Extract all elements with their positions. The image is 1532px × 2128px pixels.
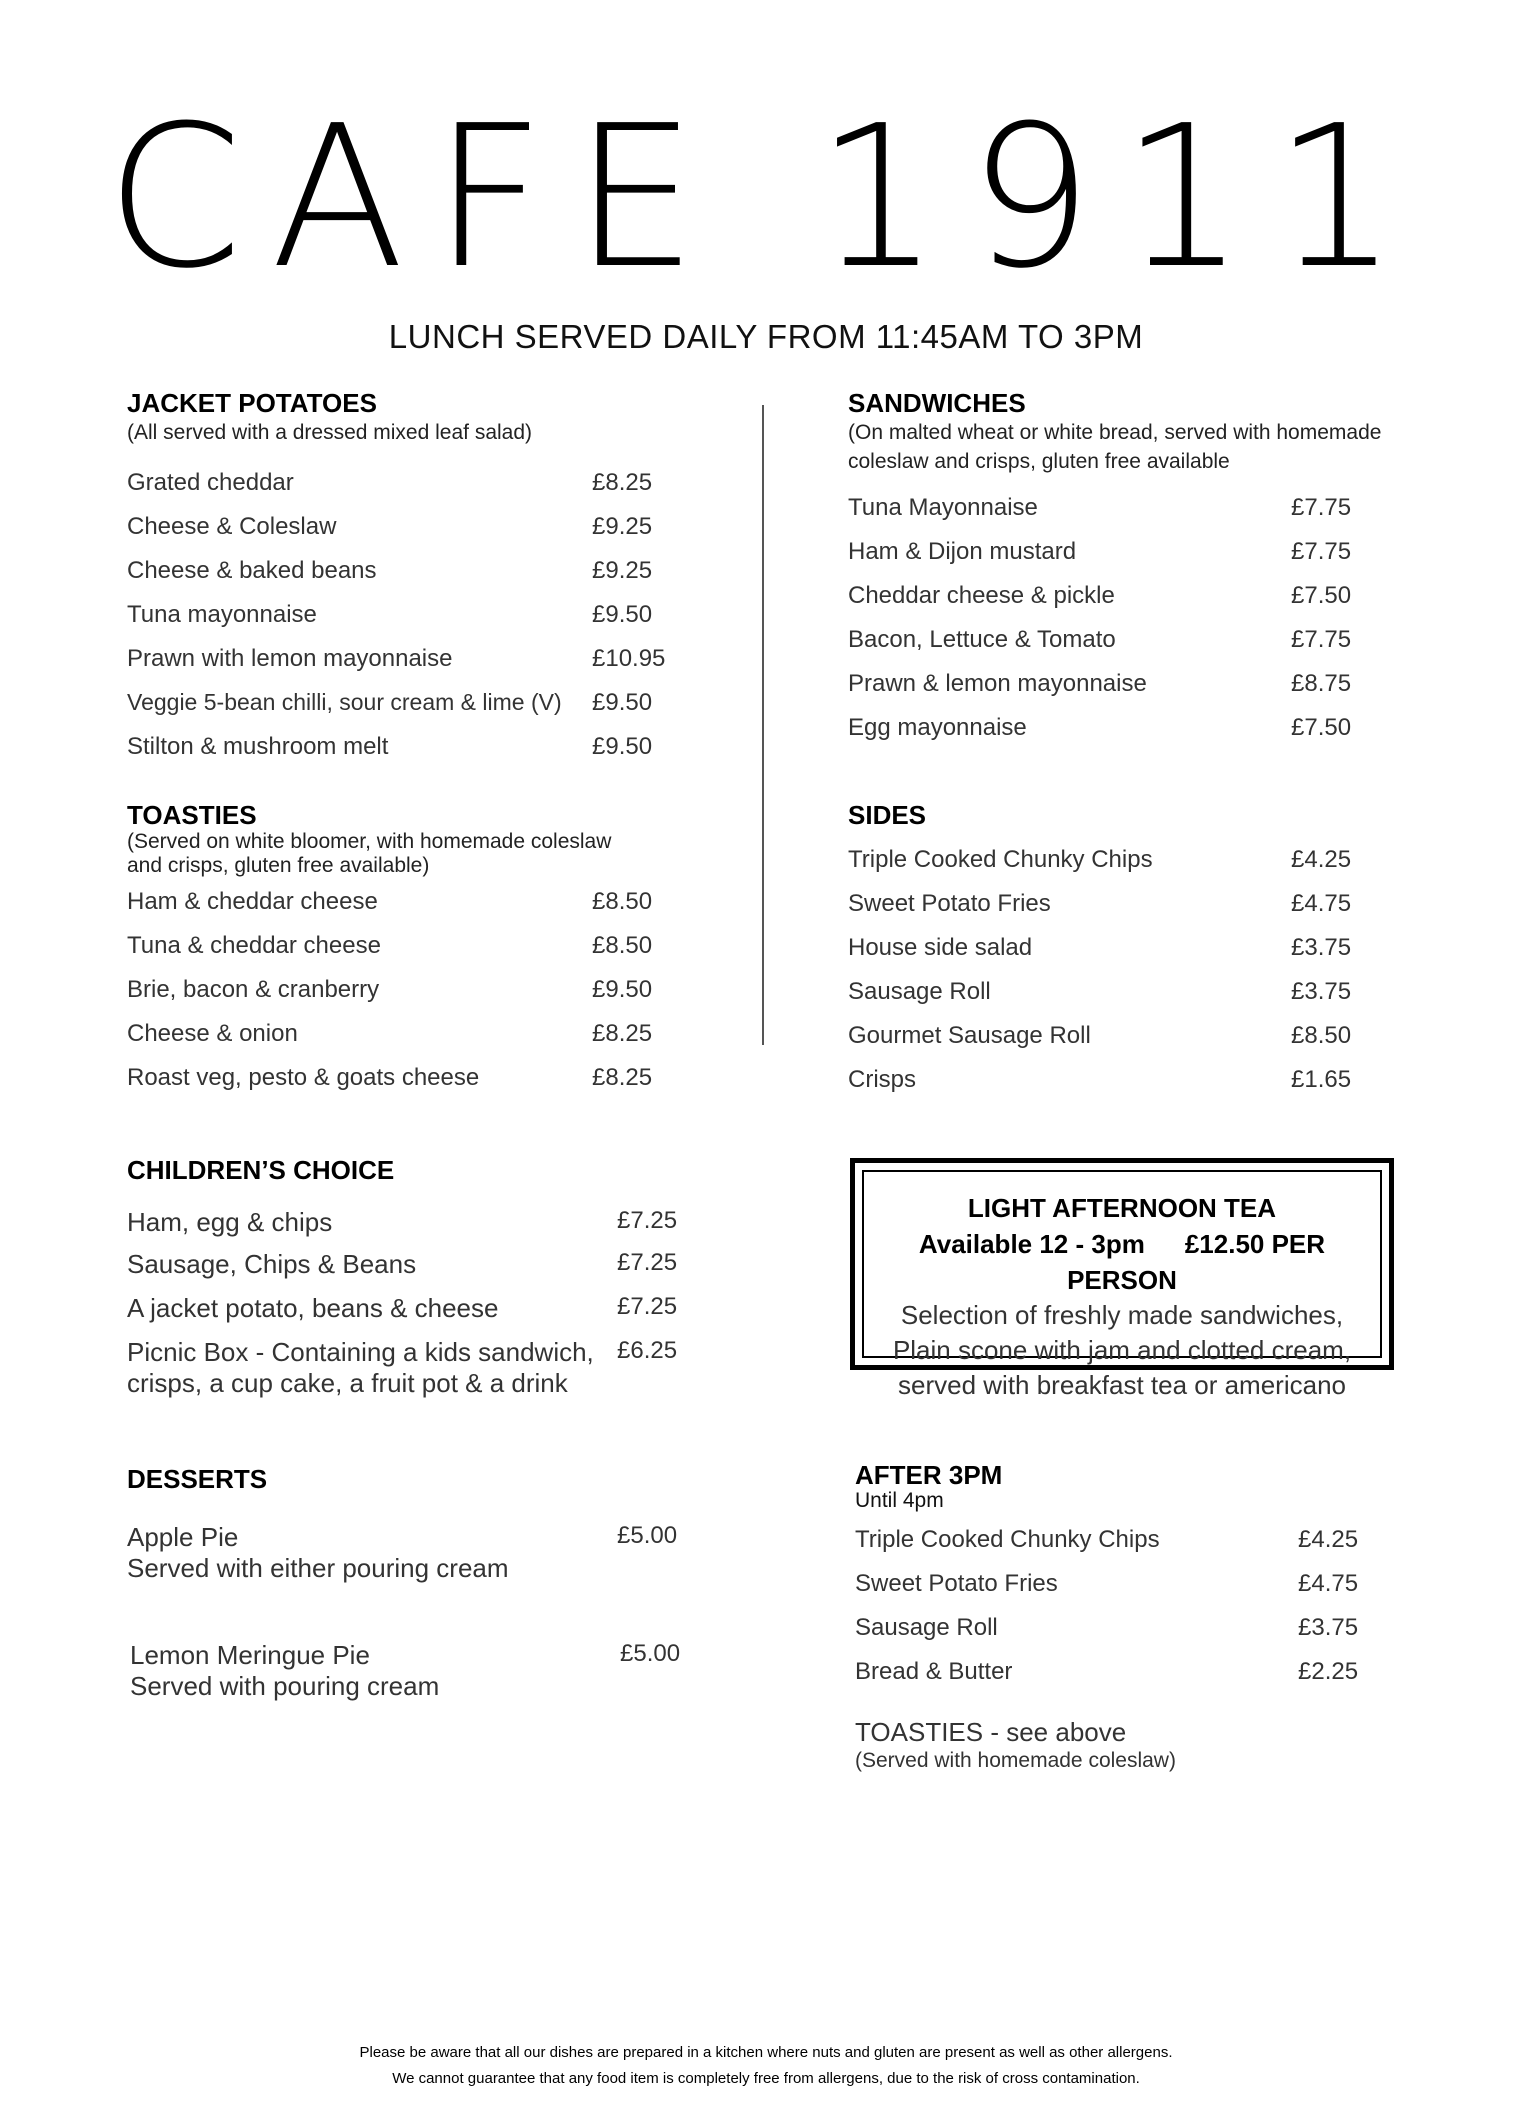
item-name: Roast veg, pesto & goats cheese — [127, 1064, 480, 1091]
menu-item — [855, 1658, 1475, 1702]
section-note: coleslaw and crisps, gluten free available — [848, 450, 1230, 473]
item-name: Stilton & mushroom melt — [127, 733, 389, 760]
afternoon-tea-availability-row — [864, 1226, 1380, 1298]
afternoon-tea-line: Plain scone with jam and clotted cream, — [892, 1335, 1352, 1365]
item-price: £3.75 — [1291, 978, 1352, 1005]
cafe-title: CAFE 1911 — [105, 84, 1427, 312]
menu-item — [127, 1249, 747, 1293]
item-price: £9.50 — [592, 733, 653, 760]
item-name: Bread & Butter — [855, 1658, 1013, 1685]
toasties-section — [127, 800, 747, 1108]
menu-item — [127, 1293, 747, 1337]
item-price: £7.75 — [1291, 494, 1352, 521]
section-note: (All served with a dressed mixed leaf salad) — [127, 421, 533, 444]
item-name: Bacon, Lettuce & Tomato — [848, 626, 1116, 653]
item-price: £7.25 — [617, 1249, 678, 1276]
item-price: £1.65 — [1291, 1066, 1352, 1093]
section-note: and crisps, gluten free available) — [127, 854, 430, 877]
item-price: £8.50 — [1291, 1022, 1352, 1049]
toasties-after-3pm: TOASTIES - see above — [855, 1717, 1127, 1747]
after-3pm-section — [855, 1460, 1475, 1774]
item-price: £7.75 — [1291, 538, 1352, 565]
menu-item — [127, 513, 747, 557]
column-divider — [762, 405, 764, 1045]
menu-item — [127, 1207, 747, 1249]
item-name: Prawn with lemon mayonnaise — [127, 645, 453, 672]
menu-item — [848, 846, 1468, 890]
toasties-after-3pm-note: (Served with homemade coleslaw) — [855, 1749, 1176, 1772]
dessert-item — [127, 1522, 747, 1640]
jacket-potatoes-section — [127, 388, 747, 777]
item-name: House side salad — [848, 934, 1033, 961]
item-name: Veggie 5-bean chilli, sour cream & lime (V) — [127, 689, 562, 715]
item-name: Gourmet Sausage Roll — [848, 1022, 1091, 1049]
menu-item — [848, 1066, 1468, 1110]
item-name: Tuna Mayonnaise — [848, 494, 1038, 521]
item-price: £9.50 — [592, 689, 653, 716]
allergen-footer — [0, 2040, 1532, 2092]
sandwiches-section — [848, 388, 1468, 758]
menu-item — [855, 1570, 1475, 1614]
menu-item — [127, 601, 747, 645]
item-description: Served with pouring cream — [130, 1671, 440, 1701]
item-price: £7.25 — [617, 1293, 678, 1320]
item-price: £2.25 — [1298, 1658, 1359, 1685]
menu-item — [127, 932, 747, 976]
menu-item — [855, 1526, 1475, 1570]
menu-item — [848, 494, 1468, 538]
afternoon-tea-availability: Available 12 - 3pm — [918, 1229, 1145, 1259]
section-title: AFTER 3PM — [855, 1460, 1003, 1490]
item-price: £8.25 — [592, 1064, 653, 1091]
menu-item — [127, 1064, 747, 1108]
childrens-choice-section — [127, 1155, 747, 1403]
item-name: Apple Pie — [127, 1522, 239, 1552]
item-name: Sweet Potato Fries — [855, 1570, 1058, 1597]
item-name: Tuna & cheddar cheese — [127, 932, 381, 959]
afternoon-tea-title: LIGHT AFTERNOON TEA — [967, 1193, 1277, 1223]
item-name: Ham & cheddar cheese — [127, 888, 378, 915]
menu-item — [127, 1020, 747, 1064]
desserts-section — [127, 1464, 747, 1710]
item-name: Cheese & baked beans — [127, 557, 377, 584]
menu-item — [848, 714, 1468, 758]
item-price: £7.25 — [617, 1207, 678, 1234]
allergen-notice-line: We cannot guarantee that any food item is completely free from allergens, due to the risk of cross contamination. — [392, 2070, 1140, 2087]
item-name: Sausage Roll — [848, 978, 991, 1005]
item-name: Lemon Meringue Pie — [130, 1640, 370, 1670]
sides-section — [848, 800, 1468, 1110]
menu-item — [848, 582, 1468, 626]
section-title: CHILDREN’S CHOICE — [127, 1155, 395, 1185]
menu-item — [127, 689, 747, 733]
menu-item — [127, 733, 747, 777]
section-note: Until 4pm — [855, 1489, 944, 1512]
menu-item — [127, 888, 747, 932]
afternoon-tea-line: Selection of freshly made sandwiches, — [900, 1300, 1344, 1330]
item-price: £7.50 — [1291, 582, 1352, 609]
item-name: Cheese & Coleslaw — [127, 513, 337, 540]
menu-item — [127, 1337, 747, 1403]
menu-item — [127, 469, 747, 513]
menu-item — [848, 670, 1468, 714]
item-name: Picnic Box - Containing a kids sandwich, — [127, 1337, 594, 1367]
item-price: £4.75 — [1291, 890, 1352, 917]
item-price: £4.25 — [1291, 846, 1352, 873]
section-title: DESSERTS — [127, 1464, 268, 1494]
item-name: Cheddar cheese & pickle — [848, 582, 1115, 609]
item-name: Prawn & lemon mayonnaise — [848, 670, 1147, 697]
item-price: £9.25 — [592, 557, 653, 584]
item-name: Crisps — [848, 1066, 917, 1093]
menu-item — [848, 626, 1468, 670]
item-price: £9.50 — [592, 601, 653, 628]
item-name: Sausage, Chips & Beans — [127, 1249, 417, 1279]
menu-item — [127, 557, 747, 601]
menu-item — [127, 976, 747, 1020]
menu-item — [848, 890, 1468, 934]
item-name: Ham, egg & chips — [127, 1207, 333, 1237]
dessert-item — [130, 1640, 750, 1710]
item-price: £8.50 — [592, 888, 653, 915]
item-name-continued: crisps, a cup cake, a fruit pot & a drink — [127, 1368, 568, 1398]
section-title: SIDES — [848, 800, 927, 830]
menu-item — [848, 934, 1468, 978]
item-name: Sweet Potato Fries — [848, 890, 1051, 917]
section-note: (Served on white bloomer, with homemade coleslaw — [127, 830, 612, 853]
item-name: Tuna mayonnaise — [127, 601, 317, 628]
item-price: £8.75 — [1291, 670, 1352, 697]
item-price: £8.25 — [592, 469, 653, 496]
item-price: £4.25 — [1298, 1526, 1359, 1553]
menu-item — [848, 1022, 1468, 1066]
menu-item — [127, 645, 747, 689]
afternoon-tea-line: served with breakfast tea or americano — [898, 1370, 1346, 1400]
section-title: TOASTIES — [127, 800, 257, 830]
item-price: £7.50 — [1291, 714, 1352, 741]
item-name: Triple Cooked Chunky Chips — [855, 1526, 1160, 1553]
section-title: SANDWICHES — [848, 388, 1026, 418]
section-note: (On malted wheat or white bread, served with homemade — [848, 421, 1382, 444]
lunch-hours-subtitle: LUNCH SERVED DAILY FROM 11:45AM TO 3PM — [388, 318, 1144, 355]
item-price: £3.75 — [1298, 1614, 1359, 1641]
item-price: £7.75 — [1291, 626, 1352, 653]
item-price: £4.75 — [1298, 1570, 1359, 1597]
item-price: £8.50 — [592, 932, 653, 959]
item-price: £6.25 — [617, 1337, 678, 1364]
item-price: £3.75 — [1291, 934, 1352, 961]
afternoon-tea-box — [850, 1158, 1394, 1400]
allergen-notice-line: Please be aware that all our dishes are prepared in a kitchen where nuts and gluten are present as well as other allergens. — [359, 2044, 1173, 2061]
item-name: Triple Cooked Chunky Chips — [848, 846, 1153, 873]
item-name: Cheese & onion — [127, 1020, 298, 1047]
item-name: Egg mayonnaise — [848, 714, 1027, 741]
item-name: Sausage Roll — [855, 1614, 998, 1641]
menu-item — [848, 538, 1468, 582]
item-name: Ham & Dijon mustard — [848, 538, 1077, 565]
item-price: £5.00 — [620, 1640, 681, 1667]
menu-item — [855, 1614, 1475, 1658]
item-description: Served with either pouring cream — [127, 1553, 509, 1583]
item-price: £9.50 — [592, 976, 653, 1003]
item-price: £5.00 — [617, 1522, 678, 1549]
item-price: £10.95 — [592, 645, 666, 672]
item-name: A jacket potato, beans & cheese — [127, 1293, 499, 1323]
item-name: Brie, bacon & cranberry — [127, 976, 380, 1003]
section-title: JACKET POTATOES — [127, 388, 377, 418]
item-price: £8.25 — [592, 1020, 653, 1047]
item-name: Grated cheddar — [127, 469, 294, 496]
afternoon-tea-inner-border — [862, 1170, 1382, 1400]
menu-item — [848, 978, 1468, 1022]
afternoon-tea-price: £12.50 PER PERSON — [1067, 1229, 1326, 1295]
item-price: £9.25 — [592, 513, 653, 540]
